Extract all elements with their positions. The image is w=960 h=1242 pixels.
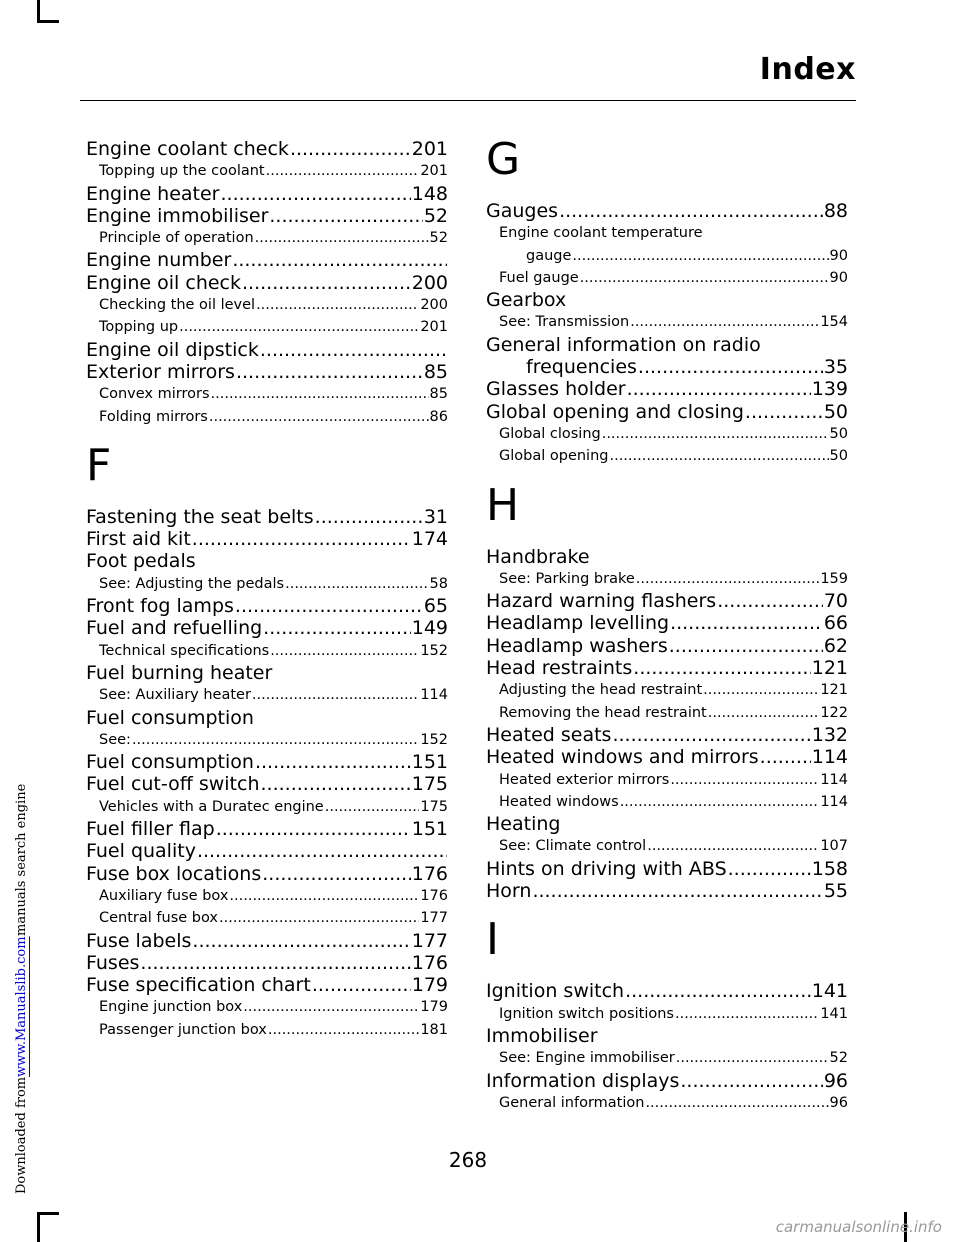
entry-term: First aid kit (86, 528, 191, 551)
section-letter: G (486, 134, 521, 185)
entry-page-number: 179 (420, 999, 448, 1016)
entry-term: See: (99, 731, 131, 748)
index-entry[interactable] (86, 183, 448, 205)
entry-page-number: 66 (823, 612, 848, 635)
entry-page-number: 58 (429, 575, 448, 592)
index-heading: Fuel burning heater (86, 661, 273, 684)
watermark-link[interactable]: www.Manualslib.com (14, 936, 29, 1077)
entry-page-number: 52 (429, 230, 448, 247)
dot-leader (760, 746, 811, 768)
entry-page-number: 179 (411, 974, 448, 997)
dot-leader (236, 361, 423, 383)
dot-leader (261, 773, 411, 795)
dot-leader (197, 840, 447, 862)
entry-page-number: 35 (823, 356, 848, 379)
dot-leader (609, 445, 828, 467)
entry-term: Adjusting the head restraint (499, 682, 703, 699)
dot-leader (680, 1070, 822, 1092)
entry-term: See: Adjusting the pedals (99, 575, 285, 592)
dot-leader (140, 952, 410, 974)
index-heading: Foot pedals (86, 550, 196, 573)
entry-term: Folding mirrors (99, 408, 208, 425)
dot-leader (580, 267, 829, 289)
index-entry[interactable] (86, 996, 448, 1018)
entry-page-number: 90 (829, 269, 848, 286)
entry-page-number: 96 (829, 1094, 848, 1111)
entry-term: Engine oil check (86, 271, 242, 294)
entry-page-number: 201 (420, 319, 448, 336)
entry-page-number: 62 (823, 634, 848, 657)
index-entry[interactable] (486, 635, 848, 657)
index-entry[interactable] (86, 907, 448, 929)
entry-term: Ignition switch positions (499, 1005, 674, 1022)
index-entry[interactable] (86, 339, 448, 361)
entry-page-number: 181 (420, 1021, 448, 1038)
entry-term: gauge (526, 247, 572, 264)
entry-page-number: 141 (820, 1005, 848, 1022)
index-entry[interactable] (486, 858, 848, 880)
entry-page-number: 114 (811, 746, 848, 769)
entry-term: Fuses (86, 951, 140, 974)
dot-leader (312, 974, 411, 996)
index-entry[interactable] (486, 746, 848, 768)
dot-leader (670, 612, 823, 634)
entry-page-number: 55 (823, 880, 848, 903)
index-entry[interactable] (86, 573, 448, 595)
crop-mark-top-left-v (37, 0, 40, 22)
dot-leader (675, 1003, 819, 1025)
dot-leader (325, 796, 420, 818)
index-column-left (86, 138, 448, 1041)
dot-leader (216, 818, 411, 840)
index-entry[interactable] (486, 835, 848, 857)
entry-term: Information displays (486, 1069, 680, 1092)
index-entry[interactable] (86, 952, 448, 974)
dot-leader (270, 640, 419, 662)
dot-leader (260, 339, 447, 361)
dot-leader (235, 595, 423, 617)
index-entry[interactable] (486, 401, 848, 423)
dot-leader (708, 702, 820, 724)
dot-leader (745, 401, 823, 423)
entry-page-number: 201 (420, 163, 448, 180)
entry-page-number: 151 (411, 818, 448, 841)
entry-page-number: 176 (411, 951, 448, 974)
entry-term: Glasses holder (486, 378, 626, 401)
index-entry[interactable] (86, 1019, 448, 1041)
index-heading: Engine coolant temperature (499, 225, 703, 242)
entry-page-number: 114 (820, 771, 848, 788)
entry-page-number: 86 (429, 408, 448, 425)
entry-term: See: Climate control (499, 838, 647, 855)
entry-page-number: 139 (811, 378, 848, 401)
index-entry[interactable] (86, 974, 448, 996)
entry-term: Principle of operation (99, 230, 254, 247)
index-entry[interactable] (486, 1092, 848, 1114)
entry-term: Fuel cut-off switch (86, 773, 260, 796)
entry-page-number: 50 (829, 448, 848, 465)
dot-leader (262, 863, 411, 885)
entry-page-number: 121 (820, 682, 848, 699)
index-heading: General information on radio (486, 333, 761, 356)
entry-page-number: 174 (411, 528, 448, 551)
index-entry[interactable] (86, 930, 448, 952)
index-entry[interactable] (486, 445, 848, 467)
dot-leader (630, 311, 819, 333)
index-entry[interactable] (486, 590, 848, 612)
entry-term: Horn (486, 880, 532, 903)
entry-page-number: 132 (811, 723, 848, 746)
index-entry[interactable] (86, 595, 448, 617)
crop-mark-bottom-left-h (37, 1212, 59, 1215)
entry-page-number: 96 (823, 1069, 848, 1092)
index-entry[interactable] (86, 684, 448, 706)
index-entry[interactable] (86, 227, 448, 249)
index-entry[interactable] (486, 980, 848, 1002)
entry-term: Fastening the seat belts (86, 505, 314, 528)
entry-page-number: 50 (823, 400, 848, 423)
watermark-prefix: Downloaded from (14, 1076, 29, 1194)
dot-leader (132, 729, 419, 751)
dot-leader (315, 506, 423, 528)
index-heading: Handbrake (486, 545, 590, 568)
entry-term: General information (499, 1094, 645, 1111)
entry-page-number: 88 (823, 200, 848, 222)
index-entry[interactable] (86, 818, 448, 840)
entry-term: Fuel consumption (86, 751, 254, 774)
entry-term: Convex mirrors (99, 386, 210, 403)
section-letter: F (86, 439, 112, 491)
entry-page-number: 175 (411, 773, 448, 796)
dot-leader (290, 138, 411, 160)
dot-leader (243, 996, 419, 1018)
entry-term: Global closing (499, 425, 601, 442)
entry-page-number: 52 (829, 1050, 848, 1067)
crop-mark-top-left-h (37, 20, 59, 23)
index-entry[interactable] (86, 773, 448, 795)
index-entry[interactable] (486, 423, 848, 445)
entry-page-number: 200 (411, 271, 448, 294)
dot-leader (252, 684, 419, 706)
index-entry[interactable] (86, 383, 448, 405)
entry-term: Engine oil dipstick (86, 338, 259, 361)
entry-page-number: 152 (420, 731, 448, 748)
dot-leader (645, 1092, 828, 1114)
entry-term: Auxiliary fuse box (99, 887, 229, 904)
entry-term: See: Parking brake (499, 570, 635, 587)
section-letter: H (486, 479, 520, 531)
dot-leader (255, 751, 411, 773)
entry-term: Topping up (99, 319, 179, 336)
index-entry[interactable] (486, 791, 848, 813)
site-logo: carmanualsonline.info (775, 1218, 942, 1236)
dot-leader (620, 791, 820, 813)
dot-leader (532, 880, 822, 902)
dot-leader (263, 617, 411, 639)
entry-page-number: 149 (411, 617, 448, 640)
index-entry[interactable] (486, 657, 848, 679)
entry-page-number: 114 (820, 793, 848, 810)
entry-page-number: 65 (423, 595, 448, 618)
index-entry[interactable] (86, 249, 448, 271)
entry-page-number: 154 (820, 314, 848, 331)
entry-page-number: 121 (811, 657, 848, 680)
entry-page-number: 85 (429, 386, 448, 403)
dot-leader (229, 885, 419, 907)
index-entry[interactable] (86, 160, 448, 182)
entry-term: Engine number (86, 249, 232, 272)
index-entry[interactable] (86, 294, 448, 316)
index-entry[interactable] (486, 378, 848, 400)
entry-page-number: 52 (423, 204, 448, 227)
dot-leader (703, 679, 819, 701)
entry-term: Engine coolant check (86, 138, 289, 160)
entry-page-number: 107 (820, 838, 848, 855)
entry-page-number: 201 (411, 138, 448, 160)
dot-leader (232, 249, 447, 271)
entry-term: Global opening (499, 448, 609, 465)
entry-term: Heated windows and mirrors (486, 746, 759, 769)
dot-leader (192, 930, 410, 952)
dot-leader (602, 423, 829, 445)
index-entry[interactable] (86, 840, 448, 862)
index-entry[interactable] (86, 796, 448, 818)
entry-page-number: 114 (420, 687, 448, 704)
entry-term: Engine junction box (99, 999, 243, 1016)
index-entry[interactable] (486, 612, 848, 634)
entry-term: See: Auxiliary heater (99, 687, 251, 704)
dot-leader (638, 356, 823, 378)
dot-leader (211, 383, 429, 405)
entry-page-number: 141 (811, 980, 848, 1003)
entry-term: Heated windows (499, 793, 619, 810)
entry-term: Fuel and refuelling (86, 617, 263, 640)
index-heading: Immobiliser (486, 1024, 598, 1047)
index-entry[interactable] (486, 267, 848, 289)
entry-term: Fuel filler flap (86, 818, 215, 841)
entry-page-number: 176 (420, 887, 448, 904)
dot-leader (192, 528, 411, 550)
dot-leader (676, 1047, 829, 1069)
entry-page-number: 177 (420, 910, 448, 927)
dot-leader (636, 568, 820, 590)
entry-term: Hints on driving with ABS (486, 857, 727, 880)
entry-term: Hazard warning flashers (486, 590, 717, 613)
entry-term: Ignition switch (486, 980, 625, 1003)
index-heading: Fuel consumption (86, 706, 254, 729)
entry-page-number: 159 (820, 570, 848, 587)
dot-leader (219, 907, 419, 929)
index-entry[interactable] (486, 1047, 848, 1069)
index-entry[interactable] (86, 316, 448, 338)
index-entry[interactable] (486, 311, 848, 333)
entry-term: Topping up the coolant (99, 163, 265, 180)
entry-term: Central fuse box (99, 910, 218, 927)
index-entry[interactable] (486, 880, 848, 902)
entry-term: Checking the oil level (99, 297, 256, 314)
entry-page-number: 176 (411, 862, 448, 885)
dot-leader (220, 183, 410, 205)
entry-term: Fuel gauge (499, 269, 579, 286)
dot-leader (209, 406, 429, 428)
dot-leader (559, 200, 823, 222)
entry-term: Heated seats (486, 723, 612, 746)
dot-leader (256, 294, 419, 316)
entry-page-number: 177 (411, 929, 448, 952)
entry-term: Fuel quality (86, 840, 196, 863)
index-entry[interactable] (86, 885, 448, 907)
index-heading: Heating (486, 813, 561, 836)
index-entry[interactable] (486, 1070, 848, 1092)
dot-leader (268, 1019, 419, 1041)
entry-term: See: Engine immobiliser (499, 1050, 675, 1067)
index-entry[interactable] (486, 356, 848, 378)
index-entry[interactable] (486, 679, 848, 701)
index-entry[interactable] (86, 138, 448, 160)
entry-page-number: 152 (420, 642, 448, 659)
entry-page-number: 175 (420, 798, 448, 815)
index-entry[interactable] (86, 406, 448, 428)
dot-leader (572, 245, 828, 267)
page-title: Index (759, 52, 856, 87)
index-entry[interactable] (486, 200, 848, 222)
index-entry[interactable] (486, 1003, 848, 1025)
entry-term: Technical specifications (99, 642, 270, 659)
index-entry[interactable] (86, 506, 448, 528)
index-entry[interactable] (486, 245, 848, 267)
download-watermark (8, 14, 35, 1194)
index-entry[interactable] (86, 528, 448, 550)
index-entry[interactable] (86, 272, 448, 294)
section-letter: I (486, 914, 499, 966)
page-number: 268 (448, 1148, 488, 1172)
index-entry[interactable] (486, 702, 848, 724)
dot-leader (266, 160, 420, 182)
index-entry[interactable] (86, 617, 448, 639)
dot-leader (179, 316, 419, 338)
entry-term: Fuse labels (86, 929, 192, 952)
dot-leader (669, 635, 823, 657)
dot-leader (670, 769, 819, 791)
dot-leader (625, 980, 811, 1002)
index-column-right (486, 134, 848, 1114)
entry-term: See: Transmission (499, 314, 630, 331)
entry-page-number: 151 (411, 751, 448, 774)
entry-term: Heated exterior mirrors (499, 771, 670, 788)
dot-leader (285, 573, 428, 595)
entry-page-number: 200 (420, 297, 448, 314)
entry-term: Engine heater (86, 182, 220, 205)
index-entry[interactable] (486, 568, 848, 590)
dot-leader (269, 205, 422, 227)
index-entry[interactable] (86, 640, 448, 662)
index-heading: Gearbox (486, 289, 567, 312)
entry-term: Fuse box locations (86, 862, 262, 885)
entry-term: Gauges (486, 200, 559, 222)
watermark-suffix: manuals search engine (14, 784, 29, 937)
entry-page-number: 158 (811, 857, 848, 880)
crop-mark-bottom-left-v (37, 1212, 40, 1242)
entry-page-number: 90 (829, 247, 848, 264)
dot-leader (647, 835, 819, 857)
dot-leader (633, 657, 810, 679)
entry-term: Headlamp levelling (486, 612, 670, 635)
entry-term: Headlamp washers (486, 634, 668, 657)
index-entry[interactable] (486, 724, 848, 746)
entry-term: Exterior mirrors (86, 360, 235, 383)
entry-term: Head restraints (486, 657, 633, 680)
dot-leader (255, 227, 429, 249)
entry-term: Front fog lamps (86, 595, 234, 618)
index-entry[interactable] (86, 361, 448, 383)
index-entry[interactable] (86, 729, 448, 751)
entry-term: Passenger junction box (99, 1021, 267, 1038)
index-entry[interactable] (86, 751, 448, 773)
index-entry[interactable] (486, 769, 848, 791)
dot-leader (717, 590, 823, 612)
index-entry[interactable] (86, 863, 448, 885)
dot-leader (612, 724, 810, 746)
entry-page-number: 122 (820, 704, 848, 721)
dot-leader (627, 378, 811, 400)
entry-page-number: 70 (823, 590, 848, 613)
entry-page-number: 148 (411, 182, 448, 205)
entry-page-number: 31 (423, 505, 448, 528)
entry-term: Removing the head restraint (499, 704, 707, 721)
entry-page-number: 85 (423, 360, 448, 383)
header-divider (80, 100, 856, 101)
entry-term: Global opening and closing (486, 400, 744, 423)
entry-term: Fuse specification chart (86, 974, 311, 997)
entry-term: Engine immobiliser (86, 204, 269, 227)
dot-leader (728, 858, 811, 880)
dot-leader (242, 272, 411, 294)
entry-page-number: 50 (829, 425, 848, 442)
index-entry[interactable] (86, 205, 448, 227)
entry-term: frequencies (526, 356, 637, 379)
entry-term: Vehicles with a Duratec engine (99, 798, 324, 815)
